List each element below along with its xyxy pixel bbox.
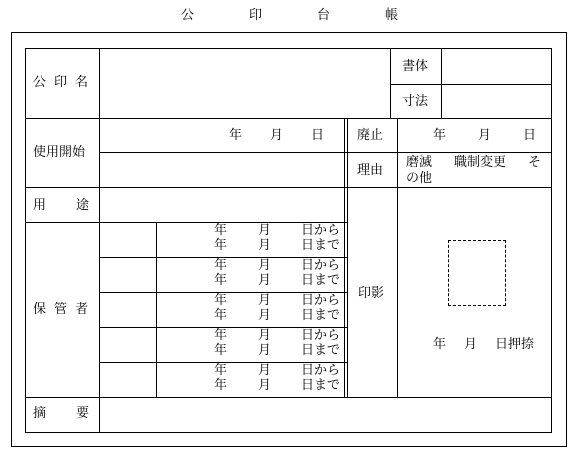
- rule-start-mid: [99, 152, 347, 153]
- font-label: 書体: [402, 59, 429, 74]
- impression-label: 印影: [358, 286, 385, 301]
- form-title: [181, 9, 398, 23]
- abolish-label: 廃止: [357, 128, 384, 143]
- start-date: 年 月 日: [229, 128, 325, 143]
- rule-start-bottom: [25, 187, 552, 188]
- title-char-3: 台: [316, 8, 330, 23]
- rule-font-label-right: [441, 48, 442, 118]
- abolish-date: 年 月 日: [433, 128, 537, 143]
- seal-impression-box: [448, 240, 506, 306]
- rule-custodian-name-right: [156, 222, 157, 397]
- seal-date: 年 月 日押捺: [433, 337, 535, 352]
- rule-font-size: [390, 84, 552, 85]
- reason-options-cont: の他: [406, 171, 433, 186]
- purpose-label: 用 途: [33, 198, 89, 213]
- summary-label: 摘 要: [33, 406, 89, 421]
- custodian-label: 保 管 者: [33, 302, 88, 317]
- title-char-1: 公: [181, 8, 195, 23]
- rule-center-double-b: [347, 118, 348, 397]
- title-char-2: 印: [248, 8, 262, 23]
- rule-summary-top: [25, 397, 552, 398]
- rule-center-double-a: [344, 118, 345, 397]
- rule-abolish-mid: [347, 152, 552, 153]
- title-char-4: 帳: [384, 8, 398, 23]
- reason-label: 理由: [357, 163, 384, 178]
- size-label: 寸法: [402, 94, 429, 109]
- rule-label-column: [99, 48, 100, 433]
- rule-seal-name-bottom: [25, 118, 552, 119]
- start-use-label: 使用開始: [33, 145, 86, 160]
- rule-font-label-left: [390, 48, 391, 118]
- seal-name-label: 公 印 名: [33, 75, 88, 90]
- rule-purpose-bottom: [25, 222, 347, 223]
- reason-options: 磨滅 職制変更 そ: [406, 155, 541, 170]
- rule-abolish-label-right: [397, 118, 398, 397]
